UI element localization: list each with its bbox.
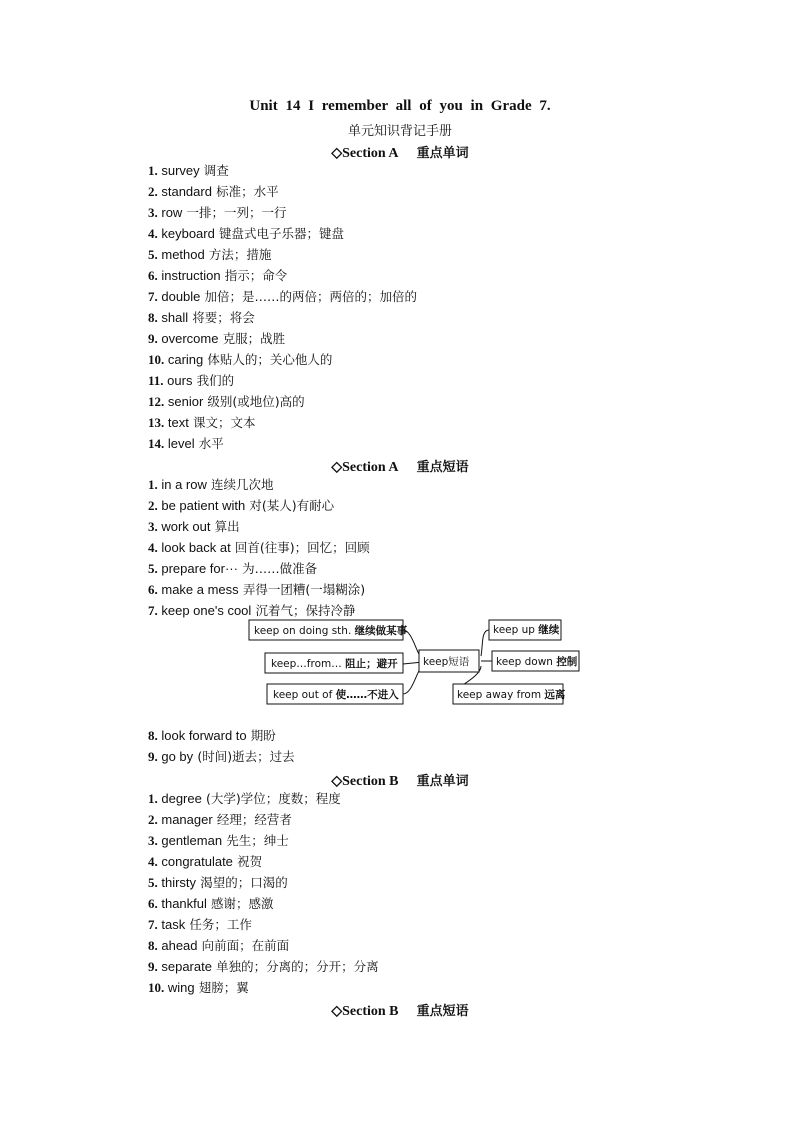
item-english: prepare for··· — [157, 561, 238, 576]
section-heading-zh: 重点单词 — [416, 774, 469, 789]
item-chinese: 先生；绅士 — [226, 833, 289, 848]
item-chinese: 键盘式电子乐器；键盘 — [218, 226, 344, 241]
item-english: work out — [157, 519, 211, 534]
section-heading — [0, 1000, 800, 1020]
section-heading-en: ◇Section A — [331, 146, 399, 161]
item-number: 4. — [148, 854, 158, 869]
item-number: 8. — [148, 310, 158, 325]
diagram-box-label: keep on doing sth. 继续做某事 — [254, 625, 408, 637]
list-item — [148, 914, 379, 935]
list-item — [148, 809, 379, 830]
list-item — [148, 181, 417, 202]
item-english: senior — [164, 394, 204, 409]
section-heading-en: ◇Section A — [331, 460, 399, 475]
item-number: 11. — [148, 373, 164, 388]
item-chinese: 调查 — [203, 163, 229, 178]
item-english: standard — [157, 184, 212, 199]
section-heading-zh: 重点短语 — [416, 1004, 469, 1019]
item-chinese: 体贴人的；关心他人的 — [207, 352, 333, 367]
diagram-box-label: keep away from 远离 — [457, 689, 566, 701]
section-heading — [0, 770, 800, 790]
item-english: task — [157, 917, 186, 932]
item-english: gentleman — [157, 833, 223, 848]
item-chinese: 加倍；是……的两倍；两倍的；加倍的 — [204, 289, 418, 304]
list-item — [148, 537, 370, 558]
list-item — [148, 244, 417, 265]
list-item — [148, 370, 417, 391]
item-number: 6. — [148, 582, 158, 597]
item-number: 4. — [148, 540, 158, 555]
item-english: manager — [157, 812, 213, 827]
item-chinese: (时间)逝去；过去 — [197, 749, 295, 764]
item-chinese: 沉着气；保持冷静 — [255, 603, 356, 618]
item-chinese: 水平 — [198, 436, 224, 451]
phrase-list — [148, 725, 295, 767]
item-number: 7. — [148, 603, 158, 618]
item-number: 5. — [148, 561, 158, 576]
diagram-box-label: keep out of 使……不进入 — [273, 689, 399, 701]
item-number: 10. — [148, 352, 165, 367]
item-english: make a mess — [157, 582, 239, 597]
item-number: 2. — [148, 812, 158, 827]
list-item — [148, 893, 379, 914]
item-english: look back at — [157, 540, 231, 555]
item-english: ours — [163, 373, 193, 388]
item-number: 5. — [148, 875, 158, 890]
list-item — [148, 391, 417, 412]
diagram-box-label: keep up 继续 — [493, 624, 560, 636]
list-item — [148, 412, 417, 433]
vocab-list — [148, 788, 379, 998]
item-number: 8. — [148, 728, 158, 743]
item-english: degree — [157, 791, 202, 806]
page-subtitle: 单元知识背记手册 — [347, 124, 452, 139]
item-chinese: 克服；战胜 — [222, 331, 286, 346]
list-item — [148, 160, 417, 181]
item-number: 2. — [148, 498, 158, 513]
diagram-center-label: keep短语 — [423, 656, 470, 668]
item-number: 9. — [148, 959, 158, 974]
item-english: row — [157, 205, 183, 220]
list-item — [148, 202, 417, 223]
item-number: 3. — [148, 519, 158, 534]
list-item — [148, 286, 417, 307]
item-english: look forward to — [157, 728, 247, 743]
item-number: 7. — [148, 917, 158, 932]
item-chinese: 感谢；感激 — [211, 896, 274, 911]
item-chinese: 算出 — [214, 519, 240, 534]
section-heading — [0, 142, 800, 162]
item-chinese: 指示；命令 — [224, 268, 288, 283]
item-english: be patient with — [157, 498, 246, 513]
section-heading-zh: 重点短语 — [416, 460, 469, 475]
item-chinese: 将要；将会 — [192, 310, 255, 325]
list-item — [148, 516, 370, 537]
item-number: 6. — [148, 268, 158, 283]
item-chinese: 翅膀；翼 — [198, 980, 249, 995]
item-english: method — [157, 247, 205, 262]
list-item — [148, 725, 295, 746]
item-english: instruction — [157, 268, 221, 283]
item-english: text — [164, 415, 189, 430]
diagram-box-label: keep down 控制 — [496, 656, 578, 668]
list-item — [148, 579, 370, 600]
item-number: 8. — [148, 938, 158, 953]
item-chinese: (大学)学位；度数；程度 — [205, 791, 341, 806]
item-number: 5. — [148, 247, 158, 262]
item-chinese: 回首(往事)；回忆；回顾 — [234, 540, 370, 555]
item-english: survey — [157, 163, 200, 178]
item-chinese: 方法；措施 — [208, 247, 272, 262]
item-number: 1. — [148, 477, 158, 492]
item-chinese: 期盼 — [250, 728, 276, 743]
item-number: 2. — [148, 184, 158, 199]
list-item — [148, 746, 295, 767]
section-heading-en: ◇Section B — [331, 1004, 399, 1019]
item-number: 7. — [148, 289, 158, 304]
diagram-box-label: keep…from… 阻止；避开 — [271, 658, 398, 670]
item-chinese: 渴望的；口渴的 — [200, 875, 288, 890]
connector-line — [481, 630, 489, 656]
item-chinese: 级别(或地位)高的 — [207, 394, 305, 409]
item-number: 4. — [148, 226, 158, 241]
item-chinese: 单独的；分离的；分开；分离 — [216, 959, 379, 974]
item-number: 9. — [148, 331, 158, 346]
item-number: 1. — [148, 163, 158, 178]
list-item — [148, 977, 379, 998]
item-english: keyboard — [157, 226, 215, 241]
section-heading-zh: 重点单词 — [416, 146, 469, 161]
section-heading-en: ◇Section B — [331, 774, 399, 789]
item-english: caring — [164, 352, 204, 367]
item-chinese: 我们的 — [196, 373, 235, 388]
list-item — [148, 328, 417, 349]
page-title: Unit 14 I remember all of you in Grade 7. — [249, 98, 551, 114]
list-item — [148, 495, 370, 516]
list-item — [148, 851, 379, 872]
list-item — [148, 935, 379, 956]
item-number: 14. — [148, 436, 165, 451]
item-number: 13. — [148, 415, 165, 430]
item-chinese: 祝贺 — [237, 854, 263, 869]
item-number: 3. — [148, 205, 158, 220]
item-english: shall — [157, 310, 189, 325]
item-chinese: 任务；工作 — [189, 917, 252, 932]
item-number: 10. — [148, 980, 165, 995]
item-english: ahead — [157, 938, 198, 953]
item-english: level — [164, 436, 195, 451]
item-chinese: 连续几次地 — [211, 477, 274, 492]
item-chinese: 弄得一团糟(一塌糊涂) — [242, 582, 366, 597]
list-item — [148, 223, 417, 244]
item-number: 6. — [148, 896, 158, 911]
item-chinese: 经理；经营者 — [216, 812, 292, 827]
item-chinese: 对(某人)有耐心 — [249, 498, 335, 513]
item-number: 12. — [148, 394, 165, 409]
item-english: separate — [157, 959, 212, 974]
list-item — [148, 265, 417, 286]
phrase-list — [148, 474, 370, 621]
list-item — [148, 872, 379, 893]
list-item — [148, 433, 417, 454]
item-chinese: 为……做准备 — [242, 561, 318, 576]
list-item — [148, 558, 370, 579]
item-chinese: 向前面；在前面 — [201, 938, 290, 953]
item-english: overcome — [157, 331, 219, 346]
item-number: 1. — [148, 791, 158, 806]
item-english: thirsty — [157, 875, 197, 890]
vocab-list — [148, 160, 417, 454]
item-number: 9. — [148, 749, 158, 764]
item-english: congratulate — [157, 854, 233, 869]
item-number: 3. — [148, 833, 158, 848]
item-chinese: 一排；一列；一行 — [186, 205, 287, 220]
list-item — [148, 830, 379, 851]
item-english: double — [157, 289, 201, 304]
list-item — [148, 956, 379, 977]
list-item — [148, 788, 379, 809]
section-heading — [0, 456, 800, 476]
item-english: in a row — [157, 477, 207, 492]
item-chinese: 课文；文本 — [192, 415, 256, 430]
item-english: wing — [164, 980, 195, 995]
item-english: keep one's cool — [157, 603, 252, 618]
list-item — [148, 474, 370, 495]
list-item — [148, 349, 417, 370]
item-english: thankful — [157, 896, 207, 911]
item-english: go by — [157, 749, 194, 764]
list-item — [148, 307, 417, 328]
keep-phrase-diagram — [245, 618, 585, 710]
item-chinese: 标准；水平 — [216, 184, 279, 199]
